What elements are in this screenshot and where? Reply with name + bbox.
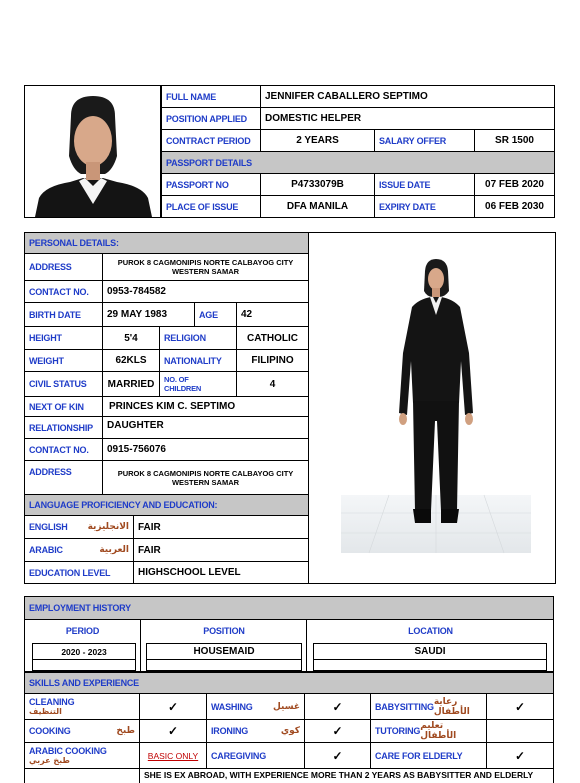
civil-status-value: MARRIED xyxy=(102,371,160,397)
height-label: HEIGHT xyxy=(24,326,103,350)
profile-photo xyxy=(25,86,160,217)
relationship-value: DAUGHTER xyxy=(102,416,309,439)
caregiving-label: CAREGIVING xyxy=(206,742,305,769)
col-period: PERIOD xyxy=(65,626,100,636)
remarks-value: SHE IS EX ABROAD, WITH EXPERIENCE MORE THAN 2 YEARS AS BABYSITTER AND ELDERLY xyxy=(139,768,554,783)
education-value: HIGHSCHOOL LEVEL xyxy=(133,561,309,584)
english-label-text: ENGLISH xyxy=(29,522,68,532)
full-name-label: FULL NAME xyxy=(161,85,261,108)
babysitting-label-text: BABYSITTING xyxy=(375,701,434,712)
col-divider xyxy=(306,620,307,672)
contact-label: CONTACT NO. xyxy=(24,280,103,303)
washing-label-arabic: غسيل xyxy=(272,701,300,712)
arabic-value: FAIR xyxy=(133,538,309,562)
arabic-cooking-value xyxy=(139,742,207,769)
passport-no-label: PASSPORT NO xyxy=(161,173,261,196)
arabic-label-arabic: العربية xyxy=(99,545,129,555)
address2-label: ADDRESS xyxy=(24,460,103,495)
employment-position: HOUSEMAID xyxy=(146,643,302,660)
profile-photo-frame xyxy=(24,85,161,218)
issue-date-label: ISSUE DATE xyxy=(374,173,475,196)
ironing-label-arabic: كوي xyxy=(280,726,300,736)
arabic-label xyxy=(24,538,134,562)
children-label: NO. OF CHILDREN xyxy=(159,371,237,397)
address-label: ADDRESS xyxy=(24,253,103,281)
babysitting-label-arabic: رعاية الأطفال xyxy=(433,696,470,717)
height-value: 5'4 xyxy=(102,326,160,350)
contact-value: 0953-784582 xyxy=(102,280,309,303)
tutoring-empty xyxy=(486,719,554,743)
arabic-cooking-label-arabic: طبخ عربي xyxy=(29,756,70,765)
english-label-arabic: الانجليزية xyxy=(87,522,129,532)
contact2-label: CONTACT NO. xyxy=(24,438,103,461)
position-label: POSITION APPLIED xyxy=(161,107,261,130)
issue-date-value: 07 FEB 2020 xyxy=(474,173,555,196)
col-position: POSITION xyxy=(203,626,245,636)
place-of-issue-value: DFA MANILA xyxy=(260,195,375,218)
birth-date-value: 29 MAY 1983 xyxy=(102,302,195,327)
col-location: LOCATION xyxy=(408,626,453,636)
cleaning-check: ✓ xyxy=(139,693,207,720)
english-value: FAIR xyxy=(133,515,309,539)
english-label xyxy=(24,515,134,539)
arabic-label-text: ARABIC xyxy=(29,545,63,555)
civil-status-label: CIVIL STATUS xyxy=(24,371,103,397)
babysitting-label xyxy=(370,693,487,720)
religion-label: RELIGION xyxy=(159,326,237,350)
position-value: DOMESTIC HELPER xyxy=(260,107,555,130)
employment-empty-row xyxy=(32,659,136,671)
language-header: LANGUAGE PROFICIENCY AND EDUCATION: xyxy=(24,494,309,516)
elderly-label: CARE FOR ELDERLY xyxy=(370,742,487,769)
weight-value: 62KLS xyxy=(102,349,160,372)
address-value: PUROK 8 CAGMONIPIS NORTE CALBAYOG CITY WESTERN SAMAR xyxy=(102,253,309,281)
children-value: 4 xyxy=(236,371,309,397)
employment-location: SAUDI xyxy=(313,643,547,660)
elderly-check: ✓ xyxy=(486,742,554,769)
employment-empty-row xyxy=(313,659,547,671)
cooking-check: ✓ xyxy=(139,719,207,743)
cooking-label-arabic: طبخ xyxy=(116,726,135,736)
birth-date-label: BIRTH DATE xyxy=(24,302,103,327)
passport-details-header: PASSPORT DETAILS xyxy=(161,151,555,174)
cleaning-label xyxy=(24,693,140,720)
washing-label xyxy=(206,693,305,720)
contract-label: CONTRACT PERIOD xyxy=(161,129,261,152)
full-name-value: JENNIFER CABALLERO SEPTIMO xyxy=(260,85,555,108)
education-label: EDUCATION LEVEL xyxy=(24,561,134,584)
relationship-label: RELATIONSHIP xyxy=(24,416,103,439)
cleaning-label-arabic: التنظيف xyxy=(29,707,62,716)
employment-header: EMPLOYMENT HISTORY xyxy=(24,596,554,620)
age-label: AGE xyxy=(194,302,237,327)
age-value: 42 xyxy=(236,302,309,327)
washing-label-text: WASHING xyxy=(211,701,253,712)
ironing-label-text: IRONING xyxy=(211,726,249,736)
cooking-label-text: COOKING xyxy=(29,726,71,736)
expiry-date-value: 06 FEB 2030 xyxy=(474,195,555,218)
caregiving-check: ✓ xyxy=(304,742,371,769)
next-of-kin-label: NEXT OF KIN xyxy=(24,396,103,417)
washing-check: ✓ xyxy=(304,693,371,720)
ironing-check: ✓ xyxy=(304,719,371,743)
col-divider xyxy=(140,620,141,672)
expiry-date-label: EXPIRY DATE xyxy=(374,195,475,218)
arabic-cooking-label xyxy=(24,742,140,769)
passport-no-value: P4733079B xyxy=(260,173,375,196)
employment-empty-row xyxy=(146,659,302,671)
remarks-label-cell xyxy=(24,768,140,783)
cooking-label xyxy=(24,719,140,743)
salary-label: SALARY OFFER xyxy=(374,129,475,152)
employment-period: 2020 - 2023 xyxy=(32,643,136,660)
nationality-value: FILIPINO xyxy=(236,349,309,372)
tutoring-label xyxy=(370,719,487,743)
place-of-issue-label: PLACE OF ISSUE xyxy=(161,195,261,218)
tutoring-label-text: TUTORING xyxy=(375,726,421,736)
personal-details-header: PERSONAL DETAILS: xyxy=(24,232,309,254)
weight-label: WEIGHT xyxy=(24,349,103,372)
religion-value: CATHOLIC xyxy=(236,326,309,350)
address2-value: PUROK 8 CAGMONIPIS NORTE CALBAYOG CITY WESTERN SAMAR xyxy=(102,460,309,495)
full-body-photo xyxy=(309,233,555,583)
contact2-value: 0915-756076 xyxy=(102,438,309,461)
babysitting-check: ✓ xyxy=(486,693,554,720)
skills-header: SKILLS AND EXPERIENCE xyxy=(24,672,554,694)
ironing-label xyxy=(206,719,305,743)
nationality-label: NATIONALITY xyxy=(159,349,237,372)
tutoring-label-arabic: تعليم الأطفال xyxy=(420,721,457,741)
contract-value: 2 YEARS xyxy=(260,129,375,152)
salary-value: SR 1500 xyxy=(474,129,555,152)
arabic-cooking-label-text: ARABIC COOKING xyxy=(29,746,107,756)
basic-only-text: BASIC ONLY xyxy=(147,750,199,761)
next-of-kin-value: PRINCES KIM C. SEPTIMO xyxy=(102,396,309,417)
cleaning-label-text: CLEANING xyxy=(29,697,75,707)
